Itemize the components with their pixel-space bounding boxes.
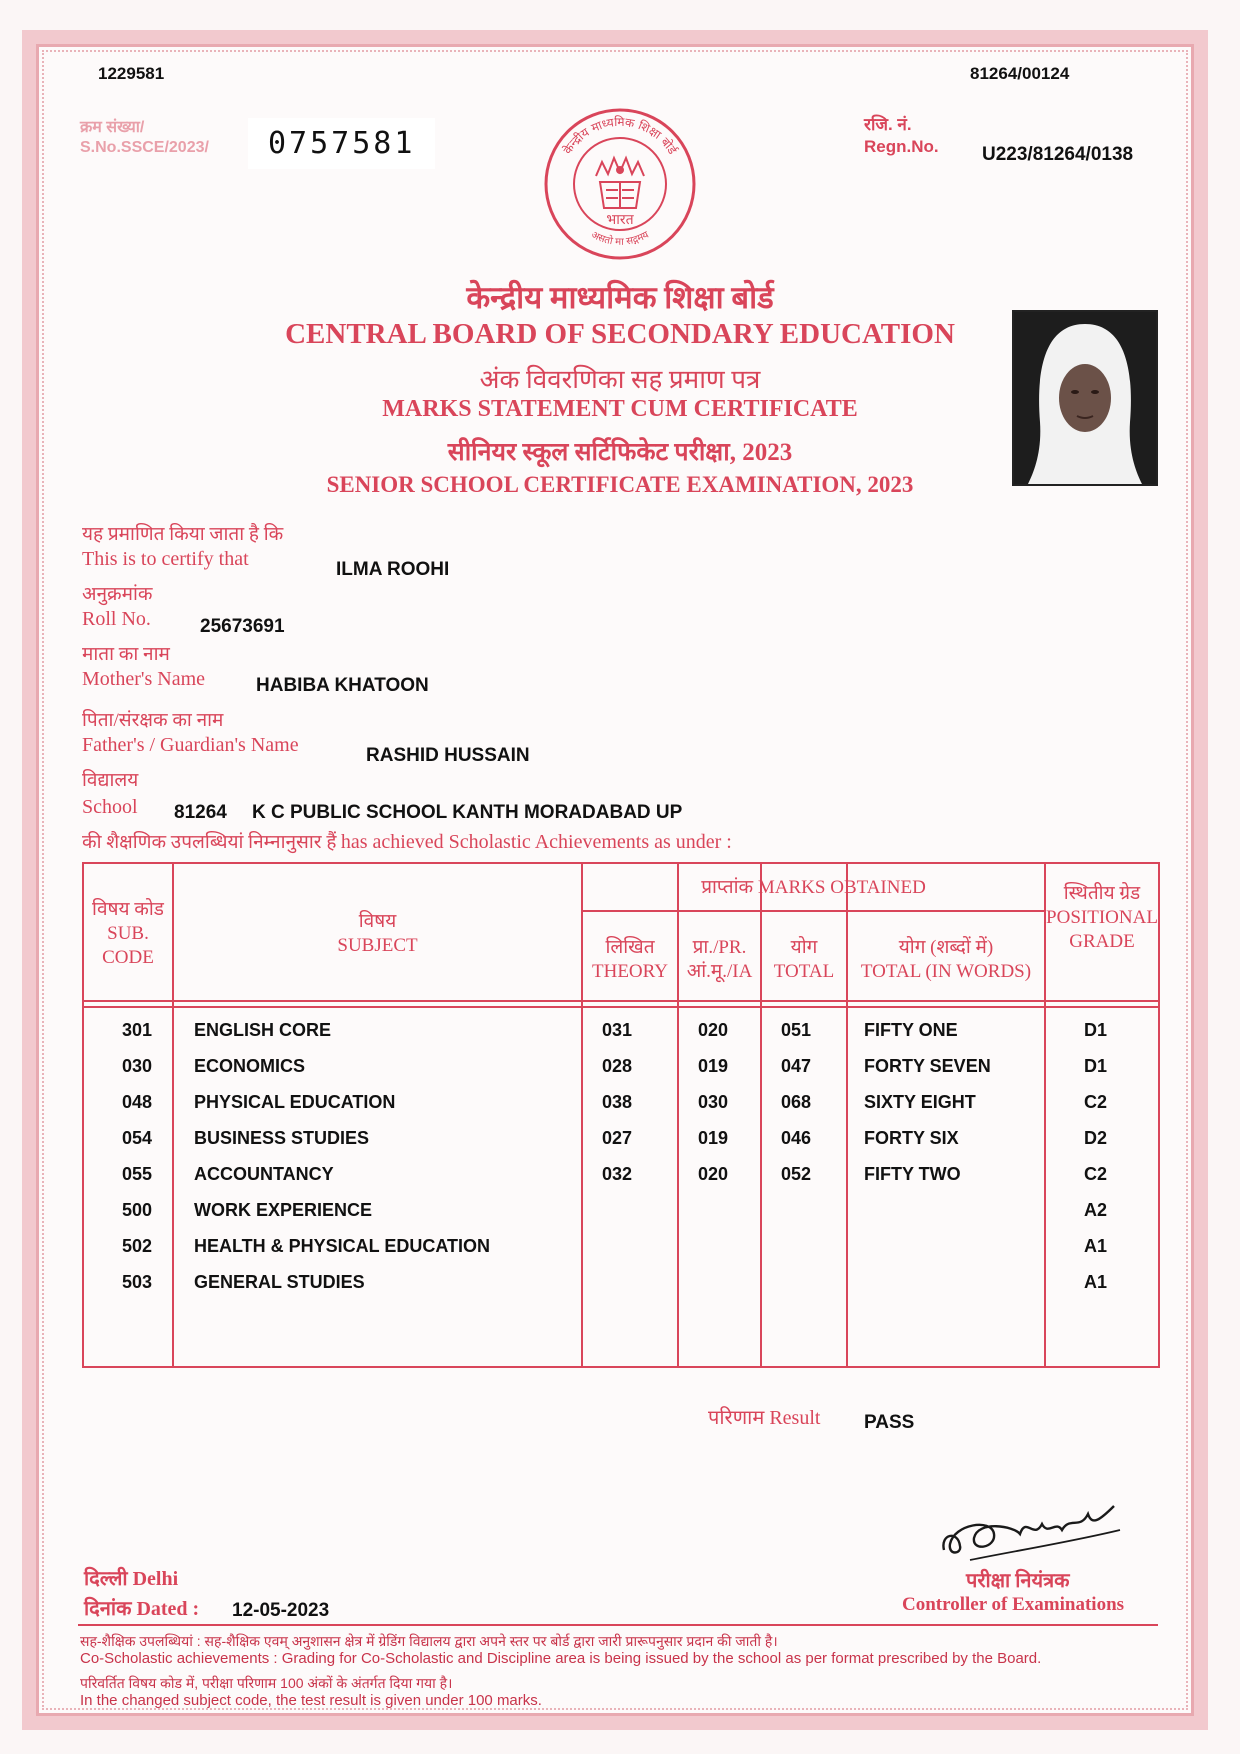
cell-total: 047 [781, 1056, 812, 1076]
statement-title-en: MARKS STATEMENT CUM CERTIFICATE [382, 396, 858, 422]
cell-words: FIFTY TWO [864, 1164, 961, 1184]
regn-label-en: Regn.No. [864, 137, 939, 156]
cell-total: 046 [781, 1128, 812, 1148]
serial-label-hi: क्रम संख्या/ [80, 119, 145, 136]
father-label-en: Father's / Guardian's Name [82, 734, 299, 756]
header-total-hi: योग [790, 937, 818, 958]
regn-label [864, 114, 939, 158]
student-name: ILMA ROOHI [336, 559, 450, 580]
serial-label-en: S.No.SSCE/2023/ [80, 139, 209, 156]
result-label-en: Result [769, 1407, 821, 1429]
cell-grade: D1 [1084, 1020, 1108, 1040]
cell-pr: 020 [698, 1020, 729, 1040]
table-row [84, 1128, 1158, 1164]
left-control-number: 1229581 [98, 64, 165, 83]
place [84, 1564, 178, 1591]
controller-title-hi: परीक्षा नियंत्रक [966, 1570, 1070, 1592]
cell-words: FORTY SIX [864, 1128, 959, 1148]
table-row [84, 1200, 1158, 1236]
header-sub-code [84, 898, 172, 970]
result-value: PASS [864, 1412, 915, 1433]
table-row [84, 1092, 1158, 1128]
header-total-en: TOTAL [773, 961, 835, 982]
achievement-statement-en: has achieved Scholastic Achievements as under : [340, 831, 732, 853]
roll-label-en: Roll No. [82, 608, 151, 630]
header-subject-hi: विषय [358, 911, 397, 932]
header-sub-code-hi: विषय कोड [92, 899, 164, 920]
dated-label [84, 1594, 199, 1621]
school-label-hi: विद्यालय [82, 770, 139, 791]
exam-title-hi: सीनियर स्कूल सर्टिफिकेट परीक्षा, 2023 [447, 439, 793, 466]
table-row [84, 1272, 1158, 1308]
right-control-number: 81264/00124 [970, 64, 1070, 83]
cell-grade: C2 [1084, 1092, 1108, 1112]
cell-grade: A1 [1084, 1272, 1108, 1292]
place-hi: दिल्ली [84, 1568, 128, 1590]
cell-words: FORTY SEVEN [864, 1056, 991, 1076]
student-photo [1012, 310, 1158, 486]
footnote-1-en: Co-Scholastic achievements : Grading for Co-Scholastic and Discipline area is being issued by the school as per format prescribed by the Board. [80, 1650, 1042, 1667]
cell-theory: 038 [602, 1092, 633, 1112]
roll-number: 25673691 [200, 616, 285, 637]
school-code: 81264 [174, 802, 227, 823]
header-marks-obtained-en: MARKS OBTAINED [757, 877, 926, 898]
issue-date: 12-05-2023 [232, 1600, 330, 1621]
header-grade-hi: स्थितीय ग्रेड [1063, 883, 1141, 904]
header-grade-en2: GRADE [1069, 931, 1135, 952]
footnote-1-hi: सह-शैक्षिक उपलब्धियां : सह-शैक्षिक एवम् अनुशासन क्षेत्र में ग्रेडिंग विद्यालय द्वारा अपने स्तर पर बोर्ड द्वारा जारी प्रारूपनुसार प्रदान की जाती है। [80, 1633, 778, 1649]
regn-label-hi: रजि. नं. [864, 115, 912, 134]
result-label [708, 1403, 820, 1430]
mother-name: HABIBA KHATOON [256, 675, 429, 696]
place-en: Delhi [132, 1568, 179, 1590]
cell-total: 068 [781, 1092, 812, 1112]
board-title-en: CENTRAL BOARD OF SECONDARY EDUCATION [285, 318, 955, 350]
certify-label-hi: यह प्रमाणित किया जाता है कि [82, 524, 284, 545]
mother-label-en: Mother's Name [82, 668, 206, 690]
header-practical-1: प्रा./PR. [692, 937, 747, 958]
controller-signature [930, 1490, 1130, 1570]
result-label-hi: परिणाम [708, 1407, 765, 1429]
footer-divider [78, 1624, 1158, 1626]
serial-label [80, 118, 209, 158]
header-sub-code-en2: CODE [102, 947, 154, 968]
cell-subject: ENGLISH CORE [194, 1020, 332, 1040]
cell-grade: A2 [1084, 1200, 1108, 1220]
footnote-2-hi: परिवर्तित विषय कोड में, परीक्षा परिणाम 100 अंकों के अंतर्गत दिया गया है। [80, 1675, 453, 1691]
father-name: RASHID HUSSAIN [366, 745, 530, 766]
school-name: K C PUBLIC SCHOOL KANTH MORADABAD UP [252, 802, 683, 823]
footnote-2-en: In the changed subject code, the test result is given under 100 marks. [80, 1692, 542, 1709]
cell-code: 054 [122, 1128, 153, 1148]
table-row [84, 1056, 1158, 1092]
cell-subject: HEALTH & PHYSICAL EDUCATION [194, 1236, 491, 1256]
exam-title-en: SENIOR SCHOOL CERTIFICATE EXAMINATION, 2023 [326, 472, 914, 497]
cell-pr: 030 [698, 1092, 729, 1112]
cell-total: 051 [781, 1020, 812, 1040]
header-grade [1046, 882, 1158, 954]
cell-grade: A1 [1084, 1236, 1108, 1256]
header-marks-obtained-hi: प्राप्तांक [701, 877, 754, 898]
mother-label-hi: माता का नाम [82, 644, 170, 665]
header-marks-obtained [583, 876, 1044, 900]
dated-label-en: Dated : [136, 1598, 200, 1620]
cell-pr: 019 [698, 1128, 729, 1148]
table-row [84, 1164, 1158, 1200]
emblem-bottom-text: असतो मा सद्गमय [589, 229, 651, 248]
cell-code: 055 [122, 1164, 153, 1184]
cell-grade: D1 [1084, 1056, 1108, 1076]
cell-code: 048 [122, 1092, 153, 1112]
cell-code: 301 [122, 1020, 153, 1040]
roll-label-hi: अनुक्रमांक [82, 584, 153, 605]
header-total-words-en: TOTAL (IN WORDS) [860, 961, 1032, 982]
cell-words: FIFTY ONE [864, 1020, 958, 1040]
header-sub-code-en1: SUB. [107, 923, 149, 944]
cell-theory: 028 [602, 1056, 633, 1076]
cell-code: 502 [122, 1236, 153, 1256]
cell-code: 503 [122, 1272, 153, 1292]
achievement-statement-hi: की शैक्षणिक उपलब्धियां निम्नानुसार हैं [82, 832, 337, 853]
cell-subject: ECONOMICS [194, 1056, 306, 1076]
cell-grade: C2 [1084, 1164, 1108, 1184]
emblem-middle-text: भारत [606, 212, 634, 228]
header-total [762, 936, 846, 984]
header-total-words-hi: योग (शब्दों में) [898, 937, 994, 958]
father-label-hi: पिता/संरक्षक का नाम [82, 710, 224, 731]
emblem-top-text: केन्द्रीय माध्यमिक शिक्षा बोर्ड [560, 114, 680, 157]
cell-subject: ACCOUNTANCY [194, 1164, 334, 1184]
marks-table [82, 862, 1160, 1368]
serial-number: 0757581 [248, 118, 435, 169]
cell-subject: GENERAL STUDIES [194, 1272, 365, 1292]
cell-subject: PHYSICAL EDUCATION [194, 1092, 396, 1112]
statement-title-hi: अंक विवरणिका सह प्रमाण पत्र [479, 365, 761, 394]
achievement-statement [82, 828, 732, 854]
cell-pr: 019 [698, 1056, 729, 1076]
cbse-emblem [540, 104, 700, 264]
school-label-en: School [82, 796, 138, 818]
cell-code: 030 [122, 1056, 153, 1076]
controller-title-en: Controller of Examinations [902, 1594, 1125, 1615]
cell-theory: 032 [602, 1164, 633, 1184]
header-theory-hi: लिखित [605, 937, 655, 958]
svg-text:असतो मा सद्गमय [589, 229, 651, 247]
cell-words: SIXTY EIGHT [864, 1092, 976, 1112]
header-subject [174, 910, 581, 958]
header-practical [679, 936, 760, 984]
header-theory-en: THEORY [592, 961, 668, 982]
dated-label-hi: दिनांक [84, 1598, 132, 1620]
cell-subject: WORK EXPERIENCE [194, 1200, 373, 1220]
cell-total: 052 [781, 1164, 812, 1184]
certify-label-en: This is to certify that [82, 548, 249, 570]
header-subject-en: SUBJECT [337, 935, 418, 956]
table-row [84, 1020, 1158, 1056]
cell-theory: 027 [602, 1128, 633, 1148]
header-theory [583, 936, 677, 984]
board-title-hi: केन्द्रीय माध्यमिक शिक्षा बोर्ड [466, 280, 774, 315]
table-row [84, 1236, 1158, 1272]
cell-pr: 020 [698, 1164, 729, 1184]
header-practical-2: आं.मू./IA [686, 961, 753, 982]
cell-theory: 031 [602, 1020, 633, 1040]
header-total-words [848, 936, 1044, 984]
cell-code: 500 [122, 1200, 153, 1220]
cell-subject: BUSINESS STUDIES [194, 1128, 370, 1148]
header-grade-en1: POSITIONAL [1046, 907, 1158, 928]
regn-number: U223/81264/0138 [982, 144, 1134, 165]
cell-grade: D2 [1084, 1128, 1108, 1148]
